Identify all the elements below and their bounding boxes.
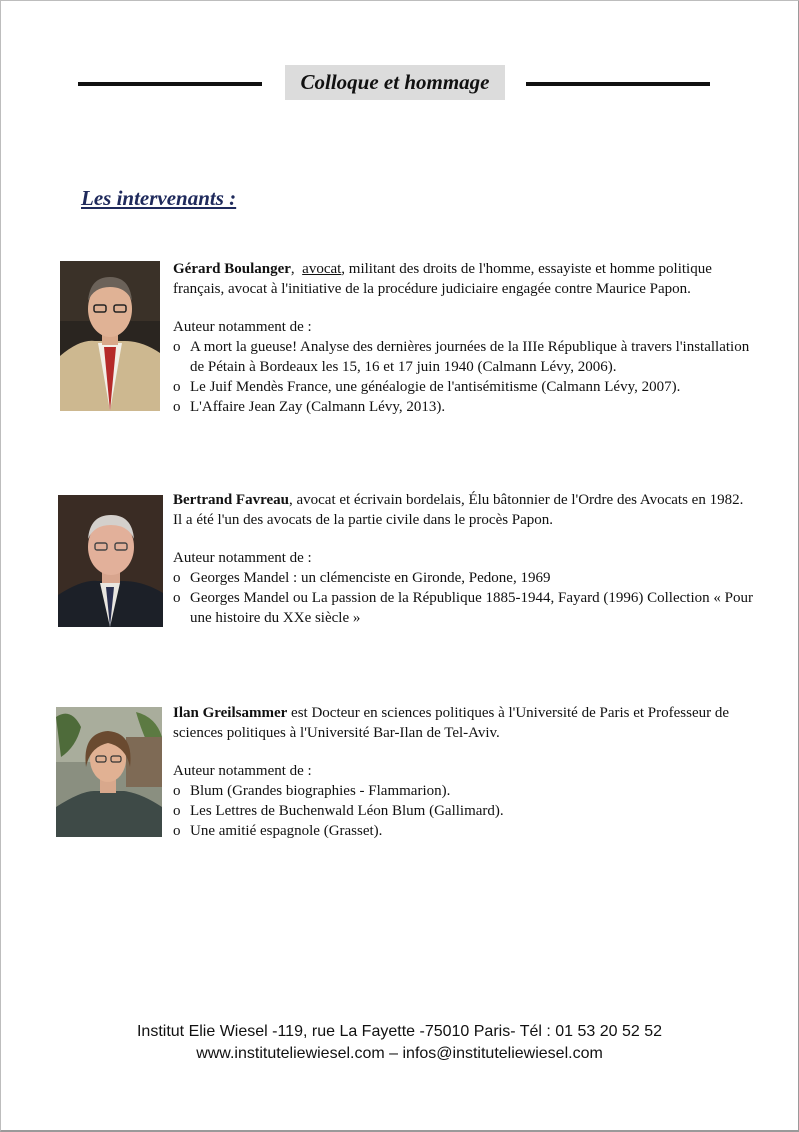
speaker-bio-boulanger — [173, 259, 753, 417]
speaker-photo-favreau — [58, 495, 163, 627]
list-item: o Le Juif Mendès France, une généalogie de l'antisémitisme (Calmann Lévy, 2007). — [173, 377, 753, 397]
list-item: o L'Affaire Jean Zay (Calmann Lévy, 2013). — [173, 397, 753, 417]
speaker-description: , militant des droits de l'homme, essayiste et homme politique français, avocat à l'initiative de la procédure judiciaire engagée contre Maurice Papon. — [173, 261, 712, 297]
section-title: Les intervenants : — [81, 186, 237, 210]
speaker-name: Gérard Boulanger — [173, 261, 291, 277]
list-item: o Georges Mandel ou La passion de la République 1885-1944, Fayard (1996) Collection « Pour une histoire du XXe siècle » — [173, 588, 753, 628]
speaker-intro — [173, 703, 753, 743]
works-list — [173, 568, 753, 628]
works-intro: Auteur notamment de : — [173, 319, 312, 335]
speaker-description: est Docteur en sciences politiques à l'Université de Paris et Professeur de sciences politiques à l'Université Bar-Ilan de Tel-Aviv. — [173, 705, 730, 741]
header-rule-right — [526, 82, 710, 86]
list-item: o Les Lettres de Buchenwald Léon Blum (Gallimard). — [173, 801, 753, 821]
works-intro: Auteur notamment de : — [173, 763, 312, 779]
speaker-role-link[interactable]: avocat — [302, 261, 342, 277]
speaker-bio-greilsammer — [173, 703, 753, 841]
footer-contact: www.instituteliewiesel.com – infos@instituteliewiesel.com — [196, 1045, 603, 1062]
speaker-description: , avocat et écrivain bordelais, Élu bâtonnier de l'Ordre des Avocats en 1982. Il a été l'un des avocats de la partie civile dans le procès Papon. — [173, 492, 744, 528]
footer — [0, 1021, 799, 1065]
speaker-intro — [173, 490, 753, 530]
works-list — [173, 337, 753, 417]
speaker-name: Ilan Greilsammer — [173, 705, 288, 721]
list-item: o Blum (Grandes biographies - Flammarion). — [173, 781, 753, 801]
works-list — [173, 781, 753, 841]
header-title: Colloque et hommage — [285, 65, 505, 100]
works-intro: Auteur notamment de : — [173, 550, 312, 566]
speaker-photo-boulanger — [60, 261, 160, 411]
speaker-photo-greilsammer — [56, 707, 162, 837]
header-rule-left — [78, 82, 262, 86]
list-item: o Georges Mandel : un clémenciste en Gironde, Pedone, 1969 — [173, 568, 753, 588]
list-item: o A mort la gueuse! Analyse des dernières journées de la IIIe République à travers l'installation de Pétain à Bordeaux les 15, 16 et 17 juin 1940 (Calmann Lévy, 2006). — [173, 337, 753, 377]
speaker-bio-favreau — [173, 490, 753, 628]
speaker-intro: Gérard Boulanger, avocat, militant des droits de l'homme, essayiste et homme politique français, avocat à l'initiative de la procédure judiciaire engagée contre Maurice Papon. — [173, 261, 712, 297]
speaker-name: Bertrand Favreau — [173, 492, 289, 508]
list-item: o Une amitié espagnole (Grasset). — [173, 821, 753, 841]
footer-address: Institut Elie Wiesel -119, rue La Fayette -75010 Paris- Tél : 01 53 20 52 52 — [136, 1023, 663, 1040]
